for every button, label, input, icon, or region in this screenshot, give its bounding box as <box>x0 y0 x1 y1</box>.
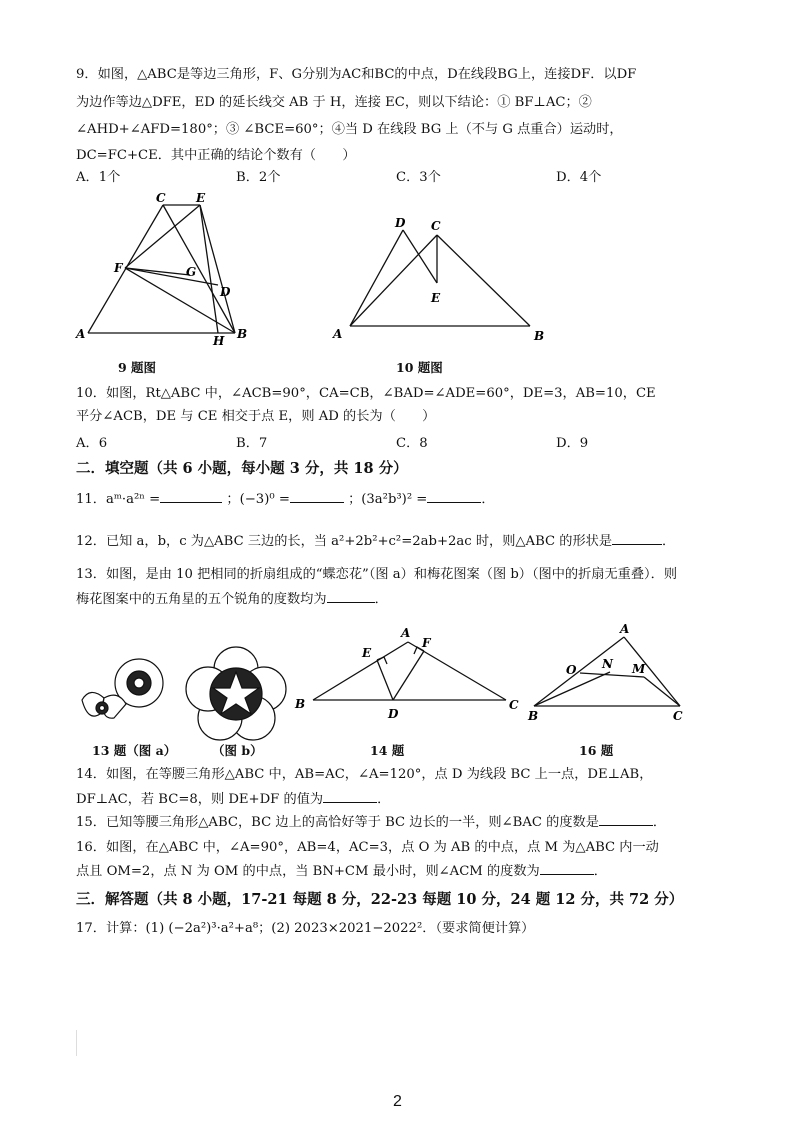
q9-line-4: DC=FC+CE．其中正确的结论个数有（ ） <box>76 148 356 163</box>
q10-line-1: 10．如图，Rt△ABC 中，∠ACB=90°，CA=CB，∠BAD=∠ADE=60°，DE=3，AB=10，CE <box>76 386 656 401</box>
q14-blank[interactable] <box>323 790 377 803</box>
fig14-label-d: D <box>388 707 399 721</box>
fig16-caption: 16 题 <box>579 743 614 758</box>
fig13a-caption: 13 题（图 a） <box>92 743 177 758</box>
q16-text: 点且 OM=2，点 N 为 OM 的中点，当 BN+CM 最小时，则∠ACM 的度数为 <box>76 864 540 879</box>
fig14-caption: 14 题 <box>370 743 405 758</box>
fig16-label-c: C <box>673 709 683 723</box>
q12-text: 12．已知 a，b，c 为△ABC 三边的长，当 a²+2b²+c²=2ab+2ac 时，则△ABC 的形状是 <box>76 534 613 549</box>
q13-text: 梅花图案中的五角星的五个锐角的度数均为 <box>76 592 327 607</box>
q9-option-b: B．2个 <box>236 170 281 185</box>
fig9-label-b: B <box>237 327 248 341</box>
q10-option-b: B．7 <box>236 436 268 451</box>
fig9-label-h: H <box>213 334 225 348</box>
q11-end: ． <box>481 492 495 507</box>
fig14-label-a: A <box>401 626 411 640</box>
fig9-label-d: D <box>220 285 231 299</box>
fig10-label-b: B <box>534 329 545 343</box>
q10-option-d: D．9 <box>556 436 589 451</box>
fig16-label-a: A <box>620 622 630 636</box>
q14-text: DF⊥AC，若 BC=8，则 DE+DF 的值为 <box>76 792 324 807</box>
fig9-label-a: A <box>76 327 86 341</box>
q9-option-d: D．4个 <box>556 170 602 185</box>
q12-end: ． <box>662 534 676 549</box>
q13-end: ． <box>374 592 388 607</box>
q15 <box>76 813 666 833</box>
fig9-label-f: F <box>114 261 123 275</box>
fig14-label-c: C <box>509 698 519 712</box>
scan-mark-left <box>76 1030 77 1056</box>
q16-blank[interactable] <box>540 862 594 875</box>
q10-option-c: C．8 <box>396 436 428 451</box>
q14-end: ． <box>377 792 391 807</box>
fig14-label-e: E <box>362 646 372 660</box>
q13-line-1: 13．如图，是由 10 把相同的折扇组成的“蝶恋花”（图 a）和梅花图案（图 b）（图中的折扇无重叠）．则 <box>76 567 678 582</box>
fig16-label-b: B <box>528 709 539 723</box>
q11-part-a: 11．aᵐ·a²ⁿ = <box>76 492 161 507</box>
fig9-label-e: E <box>196 191 206 205</box>
q14-line-1: 14．如图，在等腰三角形△ABC 中，AB=AC，∠A=120°，点 D 为线段 BC 上一点，DE⊥AB， <box>76 767 653 782</box>
q16-end: ． <box>593 864 607 879</box>
q10-line-2: 平分∠ACB，DE 与 CE 相交于点 E，则 AD 的长为（ ） <box>76 409 436 424</box>
q11-part-b: ；(−3)⁰ = <box>226 492 290 507</box>
fig10-label-a: A <box>333 327 343 341</box>
q11-part-c: ；(3a²b³)² = <box>348 492 428 507</box>
fig10-label-e: E <box>431 291 441 305</box>
q9-line-3: ∠AHD+∠AFD=180°；③ ∠BCE=60°；④当 D 在线段 BG 上（不与 G 点重合）运动时， <box>76 122 623 137</box>
page-number: 2 <box>393 1093 402 1110</box>
fig9-caption: 9 题图 <box>118 360 157 375</box>
q16-line-1: 16．如图，在△ABC 中，∠A=90°，AB=4，AC=3，点 O 为 AB 的中点，点 M 为△ABC 内一动 <box>76 840 659 855</box>
q9-option-a: A．1个 <box>76 170 121 185</box>
fig13b-caption: （图 b） <box>212 743 263 758</box>
fig10-label-c: C <box>431 219 441 233</box>
fig16-label-o: O <box>566 663 577 677</box>
fig14-label-f: F <box>422 636 431 650</box>
fig16-label-m: M <box>632 662 646 676</box>
q9-line-1: 9．如图，△ABC是等边三角形，F、G分别为AC和BC的中点，D在线段BG上，连接DF．以DF <box>76 67 637 82</box>
q9-line-2: 为边作等边△DFE，ED 的延长线交 AB 于 H，连接 EC，则以下结论：① BF⊥AC；② <box>76 95 592 110</box>
q14-line-2 <box>76 790 390 810</box>
fig14-label-b: B <box>295 697 306 711</box>
section-2-heading: 二．填空题（共 6 小题，每小题 3 分，共 18 分） <box>76 460 408 477</box>
fig16-label-n: N <box>602 657 613 671</box>
q10-option-a: A．6 <box>76 436 108 451</box>
q17: 17．计算：(1) (−2a²)³·a²+a⁸；(2) 2023×2021−2022²．（要求简便计算） <box>76 921 535 936</box>
fig10-label-d: D <box>395 216 406 230</box>
fig9-label-c: C <box>156 191 166 205</box>
q15-blank[interactable] <box>599 813 653 826</box>
section-3-heading: 三．解答题（共 8 小题，17-21 每题 8 分，22-23 每题 10 分，24 题 12 分，共 72 分） <box>76 891 684 908</box>
q15-text: 15．已知等腰三角形△ABC，BC 边上的高恰好等于 BC 边长的一半，则∠BAC 的度数是 <box>76 815 599 830</box>
fig9-label-g: G <box>186 265 197 279</box>
q16-line-2 <box>76 862 607 882</box>
q15-end: ． <box>652 815 667 830</box>
q9-option-c: C．3个 <box>396 170 441 185</box>
fig10-caption: 10 题图 <box>396 360 443 375</box>
